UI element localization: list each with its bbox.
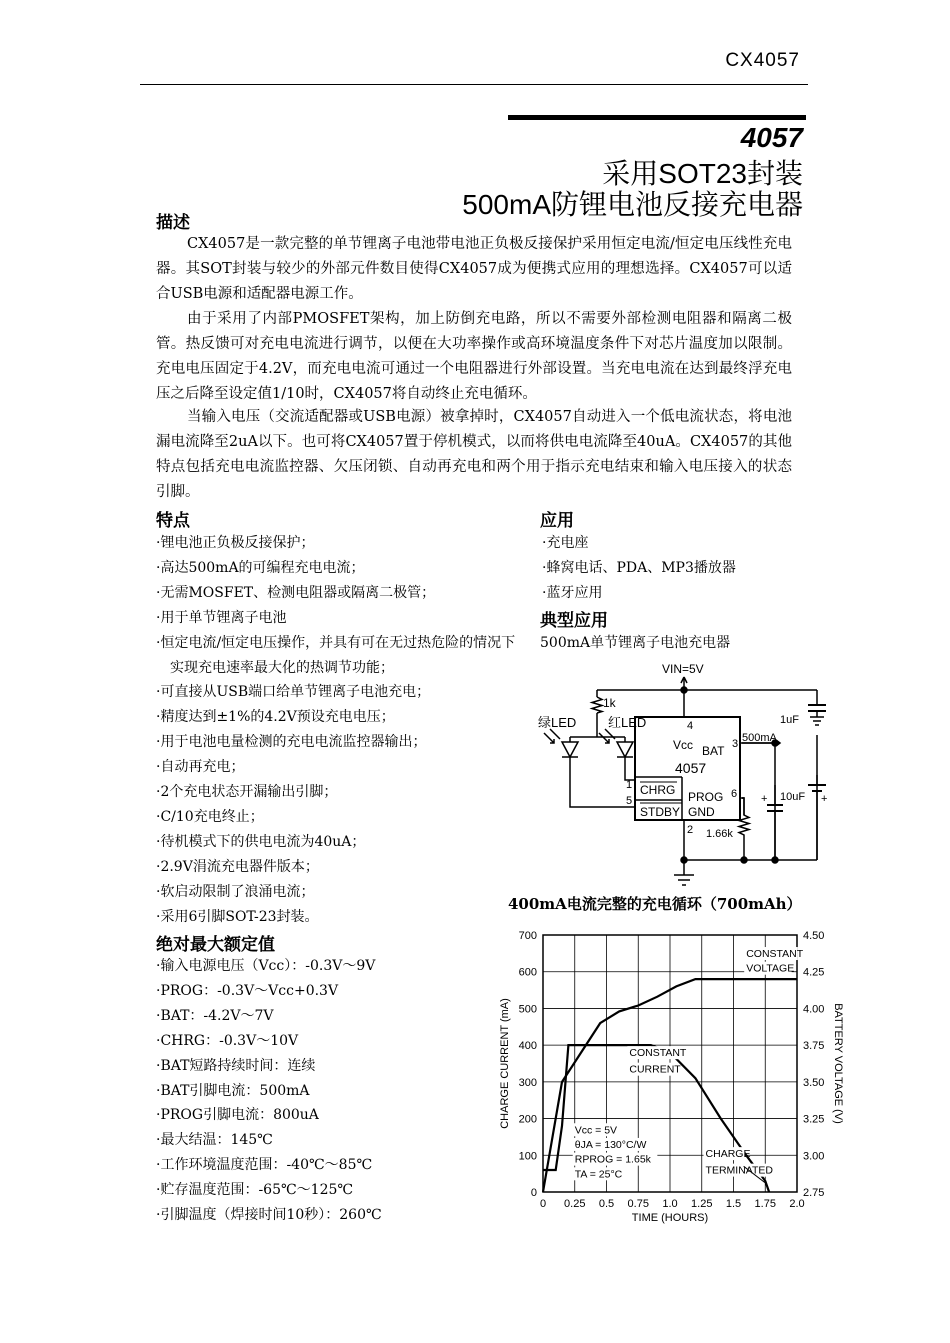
y-axis-label: CHARGE CURRENT (mA) <box>499 998 511 1129</box>
feature-item: ·恒定电流/恒定电压操作，并具有可在无过热危险的情况下实现充电速率最大化的热调节功能； <box>156 634 516 676</box>
circuit-battery-plus: + <box>821 793 828 805</box>
application-item: ·蓝牙应用 <box>542 584 603 601</box>
y2-tick-label: 4.25 <box>803 966 825 979</box>
feature-item: ·锂电池正负极反接保护； <box>156 535 315 551</box>
chart-annotation: TA = 25°C <box>574 1168 623 1181</box>
x-tick-label: 0 <box>539 1198 547 1210</box>
circuit-pin5-number: 5 <box>626 795 633 807</box>
y2-tick-label: 3.50 <box>803 1076 825 1089</box>
x-tick-label: 1.5 <box>725 1198 742 1210</box>
x-tick-label: 1.25 <box>691 1198 713 1210</box>
circuit-c2-plus: + <box>761 793 768 805</box>
charge-cycle-chart <box>490 922 844 1232</box>
applications-list <box>542 531 802 606</box>
title-bar <box>508 115 806 120</box>
rating-item: ·最大结温：145℃ <box>156 1132 273 1149</box>
y-tick-label: 600 <box>518 966 537 979</box>
ratings-heading: 绝对最大额定值 <box>156 935 275 955</box>
y-tick-label: 500 <box>518 1003 537 1016</box>
y2-tick-label: 3.75 <box>803 1040 825 1053</box>
feature-item: ·2个充电状态开漏输出引脚； <box>156 784 338 801</box>
feature-item: ·C/10充电终止； <box>156 808 264 825</box>
x-tick-label: 1.0 <box>662 1198 678 1210</box>
description-paragraph-3: 当输入电压（交流适配器或USB电源）被拿掉时，CX4057自动进入一个低电流状态，将电池漏电流降至2uA以下。也可将CX4057置于停机模式，以而将供电电流降至40uA。CX4057的其他特点包括充电电流监控器、欠压闭锁、自动再充电和两个用于指示充电结束和输入电压接入的状态引脚。 <box>156 409 792 500</box>
circuit-c2-label: 10uF <box>780 791 806 803</box>
rating-item: ·BAT引脚电流：500mA <box>156 1082 310 1099</box>
feature-item: ·用于电池电量检测的充电电流监控器输出； <box>156 734 427 751</box>
y2-axis-label: BATTERY VOLTAGE (V) <box>832 1003 844 1124</box>
header-divider <box>140 84 808 85</box>
header-model: CX4057 <box>725 50 800 71</box>
y-tick-label: 0 <box>530 1187 537 1199</box>
chart-annotation: VOLTAGE <box>746 962 795 975</box>
y2-tick-label: 4.00 <box>803 1003 825 1016</box>
circuit-pin3-number: 3 <box>732 738 739 750</box>
chart-annotation: CHARGE <box>705 1148 751 1161</box>
chart-annotation: Vcc = 5V <box>574 1124 618 1137</box>
circuit-pin-gnd: GND <box>688 805 715 819</box>
chart-annotation: RPROG = 1.65k <box>574 1153 651 1166</box>
chart-annotation: CONSTANT <box>746 948 804 961</box>
applications-heading: 应用 <box>540 511 574 531</box>
chart-annotation: CONSTANT <box>629 1047 687 1060</box>
typical-heading: 典型应用 <box>540 611 608 631</box>
features-heading: 特点 <box>156 511 190 531</box>
circuit-pin1-number: 1 <box>626 779 633 791</box>
circuit-chip-label: 4057 <box>675 760 707 776</box>
features-list <box>156 531 521 930</box>
feature-item: ·采用6引脚SOT-23封装。 <box>156 908 319 925</box>
circuit-current-label: 500mA <box>742 732 777 744</box>
rating-item: ·PROG引脚电流：800uA <box>156 1107 319 1124</box>
rating-item: ·BAT：-4.2V～7V <box>156 1007 274 1024</box>
feature-item: ·无需MOSFET、检测电阻器或隔离二极管； <box>156 584 436 601</box>
y2-tick-label: 2.75 <box>803 1187 825 1199</box>
y2-tick-label: 3.25 <box>803 1113 825 1126</box>
rating-item: ·引脚温度（焊接时间10秒）：260℃ <box>156 1207 382 1224</box>
title-model: 4057 <box>740 122 803 153</box>
rating-item: ·工作环境温度范围：-40℃～85℃ <box>156 1157 373 1174</box>
y-tick-label: 200 <box>518 1113 537 1126</box>
x-tick-label: 0.75 <box>627 1198 649 1210</box>
x-tick-label: 1.75 <box>754 1198 776 1210</box>
y-tick-label: 400 <box>518 1040 537 1053</box>
title-product: 500mA防锂电池反接充电器 <box>462 189 803 220</box>
feature-item: ·可直接从USB端口给单节锂离子电池充电； <box>156 684 431 701</box>
circuit-pin-vcc: Vcc <box>673 738 694 752</box>
circuit-pin6-number: 6 <box>731 788 738 800</box>
x-axis-label: TIME (HOURS) <box>631 1212 709 1224</box>
circuit-pin2-number: 2 <box>687 824 694 836</box>
y2-tick-label: 3.00 <box>803 1150 825 1163</box>
circuit-green-led-label: 绿LED <box>538 715 577 730</box>
description-paragraph-2: 由于采用了内部PMOSFET架构，加上防倒充电路，所以不需要外部检测电阻器和隔离二极管。热反馈可对充电电流进行调节，以便在大功率操作或高环境温度条件下对芯片温度加以限制。充电电压固定于4.2V，而充电电流可通过一个电阻器进行外部设置。当充电电流在达到最终浮充电压之后降至设定值1/10时，CX4057将自动终止充电循环。 <box>156 311 792 402</box>
feature-item: ·待机模式下的供电电流为40uA； <box>156 833 366 850</box>
circuit-r1-label: 1k <box>603 696 616 710</box>
x-tick-label: 0.5 <box>598 1198 615 1210</box>
feature-item: ·软启动限制了浪涌电流； <box>156 883 315 900</box>
feature-item: ·2.9V涓流充电器件版本； <box>156 858 319 875</box>
ratings-list <box>156 954 496 1228</box>
circuit-red-led-label: 红LED <box>608 715 647 730</box>
description-paragraph-1: CX4057是一款完整的单节锂离子电池带电池正负极反接保护采用恒定电流/恒定电压线性充电器。其SOT封装与较少的外部元件数目使得CX4057成为便携式应用的理想选择。CX4057可以适合USB电源和适配器电源工作。 <box>156 236 792 302</box>
feature-item: ·精度达到±1%的4.2V预设充电电压； <box>156 709 395 726</box>
circuit-vin-label: VIN=5V <box>662 662 704 676</box>
description-heading: 描述 <box>156 213 190 233</box>
circuit-pin-chrg: CHRG <box>640 783 676 797</box>
rating-item: ·CHRG：-0.3V～10V <box>156 1032 299 1049</box>
circuit-pin4-number: 4 <box>687 720 694 732</box>
x-tick-label: 2.0 <box>789 1198 805 1210</box>
feature-item: ·高达500mA的可编程充电电流； <box>156 559 365 576</box>
rating-item: ·贮存温度范围：-65℃～125℃ <box>156 1182 354 1199</box>
chart-annotation: TERMINATED <box>705 1164 774 1177</box>
rating-item: ·输入电源电压（Vcc）：-0.3V～9V <box>156 958 376 974</box>
circuit-pin-bat: BAT <box>702 744 725 758</box>
circuit-pin-prog: PROG <box>688 790 724 804</box>
y-tick-label: 300 <box>518 1076 537 1089</box>
chart-annotation: CURRENT <box>629 1063 681 1076</box>
rating-item: ·BAT短路持续时间：连续 <box>156 1057 316 1074</box>
chart-caption: 400mA电流完整的充电循环（700mAh） <box>508 895 802 913</box>
y-tick-label: 700 <box>518 930 537 942</box>
x-tick-label: 0.25 <box>564 1198 586 1210</box>
application-item: ·充电座 <box>542 535 589 551</box>
y2-tick-label: 4.50 <box>803 930 825 942</box>
feature-item: ·自动再充电； <box>156 759 245 776</box>
title-package: 采用SOT23封装 <box>602 158 803 189</box>
circuit-c1-label: 1uF <box>780 714 799 726</box>
chart-annotation: θJA = 130°C/W <box>574 1138 647 1151</box>
circuit-diagram <box>530 655 850 895</box>
application-item: ·蜂窝电话、PDA、MP3播放器 <box>542 559 736 576</box>
typical-subtitle: 500mA单节锂离子电池充电器 <box>540 635 731 651</box>
y-tick-label: 100 <box>518 1150 537 1163</box>
circuit-pin-stdby: STDBY <box>640 805 681 819</box>
rating-item: ·PROG：-0.3V～Vcc+0.3V <box>156 982 339 999</box>
circuit-rprog-label: 1.66k <box>706 828 733 840</box>
feature-item: ·用于单节锂离子电池 <box>156 609 287 626</box>
